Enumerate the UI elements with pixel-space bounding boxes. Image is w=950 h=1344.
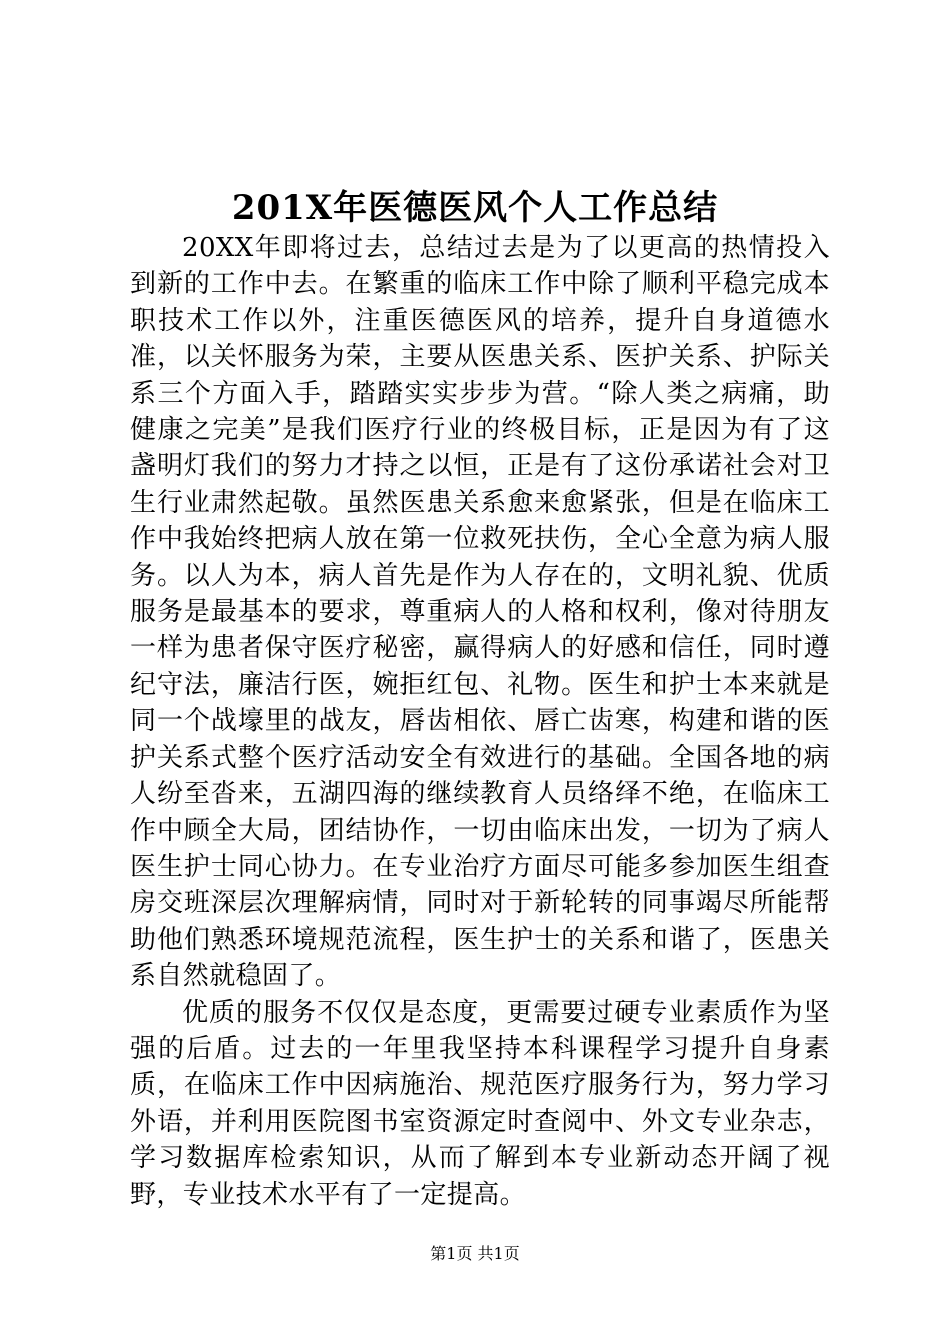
- paragraph-1: 20XX年即将过去，总结过去是为了以更高的热情投入到新的工作中去。在繁重的临床工作中除了顺利平稳完成本职技术工作以外，注重医德医风的培养，提升自身道德水准，以关怀服务为荣，主要从医患关系、医护关系、护际关系三个方面入手，踏踏实实步步为营。“除人类之病痛，助健康之完美”是我们医疗行业的终极目标，正是因为有了这盏明灯我们的努力才持之以恒，正是有了这份承诺社会对卫生行业肃然起敬。虽然医患关系愈来愈紧张，但是在临床工作中我始终把病人放在第一位救死扶伤，全心全意为病人服务。以人为本，病人首先是作为人存在的，文明礼貌、优质服务是最基本的要求，尊重病人的人格和权利，像对待朋友一样为患者保守医疗秘密，赢得病人的好感和信任，同时遵纪守法，廉洁行医，婉拒红包、礼物。医生和护士本来就是同一个战壕里的战友，唇齿相依、唇亡齿寒，构建和谐的医护关系式整个医疗活动安全有效进行的基础。全国各地的病人纷至沓来，五湖四海的继续教育人员络绎不绝，在临床工作中顾全大局，团结协作，一切由临床出发，一切为了病人医生护士同心协力。在专业治疗方面尽可能多参加医生组查房交班深层次理解病情，同时对于新轮转的同事竭尽所能帮助他们熟悉环境规范流程，医生护士的关系和谐了，医患关系自然就稳固了。: [130, 233, 830, 992]
- page-title: 201X年医德医风个人工作总结: [231, 188, 719, 228]
- page-number-footer: 第1页 共1页: [430, 1244, 520, 1263]
- paragraph-2: 优质的服务不仅仅是态度，更需要过硬专业素质作为坚强的后盾。过去的一年里我坚持本科课程学习提升自身素质，在临床工作中因病施治、规范医疗服务行为，努力学习外语，并利用医院图书室资源定时查阅中、外文专业杂志，学习数据库检索知识，从而了解到本专业新动态开阔了视野，专业技术水平有了一定提高。: [130, 997, 830, 1210]
- document-body: [130, 230, 830, 1213]
